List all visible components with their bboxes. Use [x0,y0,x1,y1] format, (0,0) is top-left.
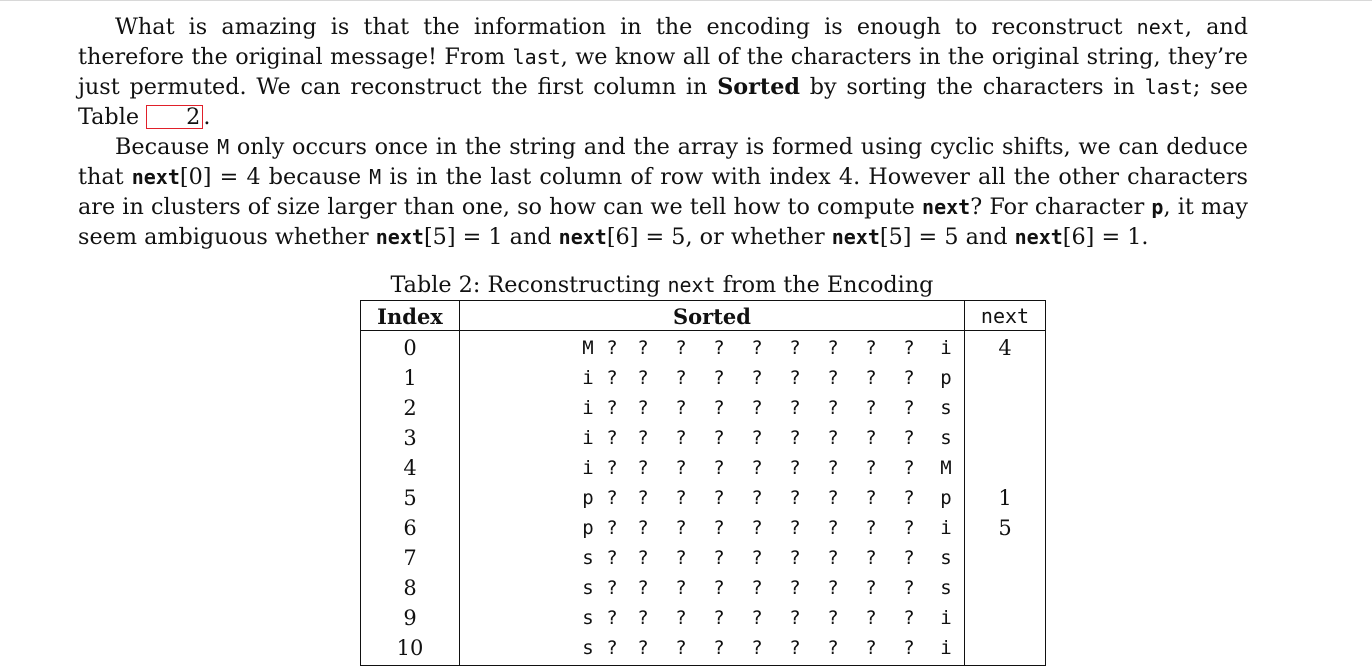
unknown-char: ? [789,397,801,419]
unknown-char: ? [865,607,877,629]
last-char: p [940,367,952,389]
unknown-char: ? [713,397,725,419]
unknown-char: ? [827,397,839,419]
row-next: 1 [998,486,1012,510]
unknown-char: ? [865,547,877,569]
row-index: 8 [361,573,460,603]
unknown-char: ? [903,427,915,449]
unknown-char: ? [751,577,763,599]
unknown-char: ? [713,517,725,539]
unknown-char: ? [606,397,618,419]
unknown-char: ? [751,607,763,629]
row-index: 2 [361,393,460,423]
unknown-char: ? [713,367,725,389]
unknown-char: ? [606,547,618,569]
unknown-char: ? [606,367,618,389]
first-char: i [582,367,594,389]
row-sorted [460,573,965,603]
table-row [361,393,1046,423]
header-index: Index [361,301,460,331]
unknown-char: ? [789,517,801,539]
code-last: last [1144,75,1193,99]
unknown-char: ? [637,457,649,479]
first-char: i [582,397,594,419]
unknown-char: ? [713,457,725,479]
unknown-char: ? [606,577,618,599]
unknown-char: ? [865,427,877,449]
unknown-char: ? [903,637,915,659]
caption-code-next: next [667,273,716,297]
unknown-char: ? [606,517,618,539]
unknown-char: ? [751,637,763,659]
code-M: M [217,135,230,159]
first-char: s [582,577,594,599]
row-index: 10 [361,633,460,666]
unknown-char: ? [865,517,877,539]
unknown-char: ? [713,607,725,629]
sorted-characters [576,453,964,483]
unknown-char: ? [903,547,915,569]
unknown-char: ? [675,637,687,659]
last-char: s [940,577,952,599]
table-body [361,331,1046,666]
unknown-char: ? [789,607,801,629]
unknown-char: ? [637,337,649,359]
unknown-char: ? [637,517,649,539]
unknown-char: ? [865,397,877,419]
unknown-char: ? [675,427,687,449]
unknown-char: ? [903,607,915,629]
unknown-char: ? [606,637,618,659]
row-next [965,633,1046,666]
sorted-characters [576,483,964,513]
unknown-char: ? [637,427,649,449]
first-char: s [582,547,594,569]
unknown-char: ? [675,337,687,359]
table-row [361,453,1046,483]
unknown-char: ? [865,487,877,509]
unknown-char: ? [789,577,801,599]
table-row [361,573,1046,603]
code-next: next [1136,15,1185,39]
table-row [361,633,1046,666]
unknown-char: ? [789,427,801,449]
unknown-char: ? [675,457,687,479]
row-sorted [460,513,965,543]
row-next [965,543,1046,573]
unknown-char: ? [637,487,649,509]
unknown-char: ? [713,487,725,509]
unknown-char: ? [789,367,801,389]
row-sorted [460,393,965,423]
unknown-char: ? [903,487,915,509]
code-next: next [831,225,880,249]
row-next [965,363,1046,393]
unknown-char: ? [827,337,839,359]
row-next [965,423,1046,453]
unknown-char: ? [637,607,649,629]
unknown-char: ? [751,367,763,389]
code-p: p [1151,195,1164,219]
table-reference-link[interactable]: 2 [146,105,203,129]
unknown-char: ? [751,517,763,539]
table-row [361,331,1046,364]
unknown-char: ? [751,427,763,449]
unknown-char: ? [713,427,725,449]
reconstruction-table [360,300,1046,666]
code-next: next [131,165,180,189]
table-header-row [361,301,1046,331]
code-last: last [512,45,561,69]
last-char: s [940,547,952,569]
unknown-char: ? [827,457,839,479]
row-sorted [460,483,965,513]
unknown-char: ? [675,517,687,539]
unknown-char: ? [713,577,725,599]
bold-sorted: Sorted [717,74,800,100]
unknown-char: ? [713,547,725,569]
unknown-char: ? [751,457,763,479]
table-caption: Table 2: Reconstructing next from the Encoding [390,272,934,298]
sorted-characters [576,633,964,663]
unknown-char: ? [903,577,915,599]
row-sorted [460,603,965,633]
unknown-char: ? [675,397,687,419]
unknown-char: ? [637,637,649,659]
unknown-char: ? [789,457,801,479]
row-index: 1 [361,363,460,393]
sorted-characters [576,603,964,633]
unknown-char: ? [903,397,915,419]
unknown-char: ? [903,337,915,359]
unknown-char: ? [865,577,877,599]
code-M: M [369,165,382,189]
last-char: p [940,487,952,509]
table-row [361,543,1046,573]
last-char: i [940,517,952,539]
table-row [361,363,1046,393]
unknown-char: ? [789,337,801,359]
last-char: M [940,457,952,479]
sorted-characters [576,363,964,393]
unknown-char: ? [637,367,649,389]
unknown-char: ? [827,637,839,659]
unknown-char: ? [606,607,618,629]
unknown-char: ? [827,547,839,569]
row-sorted [460,633,965,666]
unknown-char: ? [675,607,687,629]
unknown-char: ? [751,397,763,419]
sorted-characters [576,573,964,603]
unknown-char: ? [675,367,687,389]
unknown-char: ? [827,577,839,599]
header-sorted: Sorted [460,301,965,331]
table-row [361,603,1046,633]
row-sorted [460,543,965,573]
unknown-char: ? [637,547,649,569]
unknown-char: ? [827,487,839,509]
unknown-char: ? [675,577,687,599]
header-next: next [965,301,1046,331]
row-next [965,393,1046,423]
code-next: next [558,225,607,249]
unknown-char: ? [675,487,687,509]
sorted-characters [576,513,964,543]
sorted-characters [576,333,964,363]
row-index: 0 [361,331,460,364]
row-index: 4 [361,453,460,483]
code-next: next [922,195,971,219]
paragraph-2: Because M only occurs once in the string and the array is formed using cyclic shifts, we can deduce that next[0] = 4 because M is in the last column of row with index 4. However all the other characters are in clusters of size larger than one, so how can we tell how to compute next? For character p, it may seem ambiguous whether next[5] = 1 and next[6] = 5, or whether next[5] = 5 and next[6] = 1. [78,134,1249,250]
body-text [78,12,1248,252]
last-char: i [940,607,952,629]
row-next [965,573,1046,603]
unknown-char: ? [903,457,915,479]
row-index: 5 [361,483,460,513]
sorted-characters [576,393,964,423]
unknown-char: ? [606,427,618,449]
unknown-char: ? [865,637,877,659]
last-char: s [940,397,952,419]
row-index: 7 [361,543,460,573]
first-char: s [582,637,594,659]
table-row [361,423,1046,453]
top-rule [0,0,1372,1]
last-char: i [940,337,952,359]
unknown-char: ? [903,517,915,539]
code-next: next [1014,225,1063,249]
unknown-char: ? [789,487,801,509]
row-sorted [460,331,965,364]
row-index: 6 [361,513,460,543]
sorted-characters [576,423,964,453]
first-char: M [582,337,594,359]
unknown-char: ? [637,397,649,419]
unknown-char: ? [827,607,839,629]
last-char: i [940,637,952,659]
unknown-char: ? [827,367,839,389]
row-sorted [460,363,965,393]
code-next: next [375,225,424,249]
unknown-char: ? [789,637,801,659]
first-char: p [582,517,594,539]
unknown-char: ? [713,337,725,359]
unknown-char: ? [903,367,915,389]
first-char: i [582,427,594,449]
unknown-char: ? [675,547,687,569]
row-sorted [460,453,965,483]
unknown-char: ? [606,337,618,359]
last-char: s [940,427,952,449]
row-next [965,603,1046,633]
unknown-char: ? [713,637,725,659]
unknown-char: ? [865,367,877,389]
unknown-char: ? [637,577,649,599]
paragraph-1: What is amazing is that the information in the encoding is enough to reconstruct next, and therefore the original message! From last, we know all of the characters in the original string, they’re just permuted. We can reconstruct the first column in Sorted by sorting the characters in last; see Table 2 . [78,14,1248,130]
row-index: 9 [361,603,460,633]
first-char: p [582,487,594,509]
first-char: s [582,607,594,629]
table-row [361,483,1046,513]
row-next: 4 [998,336,1012,360]
unknown-char: ? [789,547,801,569]
first-char: i [582,457,594,479]
row-next: 5 [998,516,1012,540]
row-next [965,453,1046,483]
sorted-characters [576,543,964,573]
unknown-char: ? [751,487,763,509]
unknown-char: ? [827,427,839,449]
unknown-char: ? [751,337,763,359]
unknown-char: ? [606,487,618,509]
table-row [361,513,1046,543]
unknown-char: ? [606,457,618,479]
unknown-char: ? [751,547,763,569]
unknown-char: ? [865,337,877,359]
unknown-char: ? [827,517,839,539]
unknown-char: ? [865,457,877,479]
row-sorted [460,423,965,453]
row-index: 3 [361,423,460,453]
